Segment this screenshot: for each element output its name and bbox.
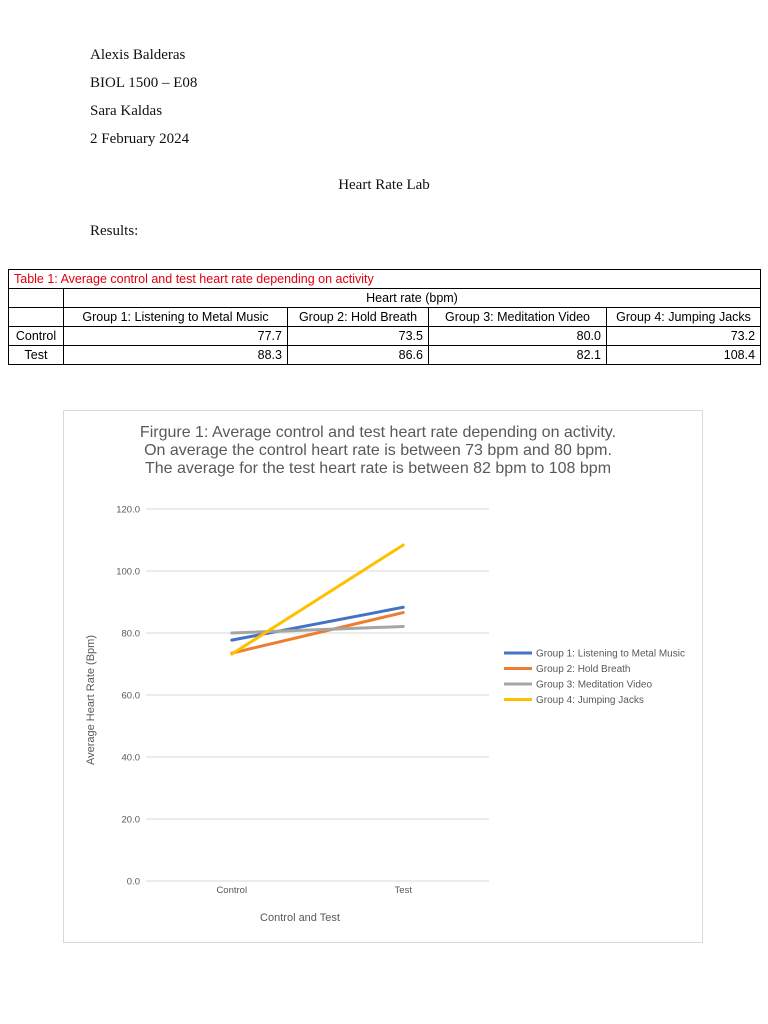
line-chart [64, 411, 704, 944]
legend-label: Group 4: Jumping Jacks [536, 695, 644, 706]
table-column-header: Group 4: Jumping Jacks [607, 308, 761, 327]
y-tick-label: 0.0 [126, 876, 140, 888]
table-column-header: Group 1: Listening to Metal Music [64, 308, 288, 327]
chart-title-line: On average the control heart rate is between 73 bpm and 80 bpm. [144, 442, 612, 459]
y-tick-label: 100.0 [116, 566, 140, 578]
series-line [232, 545, 404, 654]
course-code: BIOL 1500 – E08 [90, 75, 198, 91]
table-row-label: Control [9, 327, 64, 346]
table-column-header: Group 3: Meditation Video [429, 308, 607, 327]
chart-title-line: The average for the test heart rate is between 82 bpm to 108 bpm [144, 460, 612, 477]
table-empty-cell [9, 308, 64, 327]
instructor-name: Sara Kaldas [90, 103, 163, 119]
table-cell: 82.1 [429, 346, 607, 365]
table-row [9, 327, 761, 346]
chart-container [63, 410, 703, 943]
y-tick-label: 60.0 [121, 690, 140, 702]
legend-label: Group 3: Meditation Video [536, 679, 653, 691]
legend-label: Group 2: Hold Breath [536, 664, 631, 675]
document-date: 2 February 2024 [90, 131, 190, 147]
y-axis-label: Average Heart Rate (Bpm) [85, 634, 97, 766]
table-cell: 77.7 [64, 327, 288, 346]
series-line [232, 607, 404, 640]
results-table [8, 269, 761, 365]
table-group-header: Heart rate (bpm) [64, 289, 761, 308]
table-empty-cell [9, 289, 64, 308]
table-caption: Table 1: Average control and test heart rate depending on activity [9, 270, 761, 289]
table-cell: 86.6 [288, 346, 429, 365]
table-row [9, 346, 761, 365]
table-cell: 108.4 [607, 346, 761, 365]
legend-label: Group 1: Listening to Metal Music [536, 648, 685, 660]
table-cell: 88.3 [64, 346, 288, 365]
table-group-header-row [9, 289, 761, 308]
y-tick-label: 40.0 [121, 752, 140, 764]
results-label: Results: [90, 223, 139, 239]
document-title: Heart Rate Lab [338, 177, 430, 193]
y-tick-label: 80.0 [121, 628, 140, 640]
table-column-header: Group 2: Hold Breath [288, 308, 429, 327]
table-cell: 80.0 [429, 327, 607, 346]
table-caption-row [9, 270, 761, 289]
y-tick-label: 120.0 [116, 504, 140, 516]
table-cell: 73.5 [288, 327, 429, 346]
x-tick-label: Test [394, 885, 412, 896]
table-row-label: Test [9, 346, 64, 365]
x-axis-label: Control and Test [260, 912, 340, 924]
chart-title-line: Firgure 1: Average control and test heart rate depending on activity. [139, 424, 617, 441]
x-tick-label: Control [216, 885, 248, 896]
table-cell: 73.2 [607, 327, 761, 346]
y-tick-label: 20.0 [121, 814, 140, 826]
author-name: Alexis Balderas [90, 47, 186, 63]
table-column-header-row [9, 308, 761, 327]
